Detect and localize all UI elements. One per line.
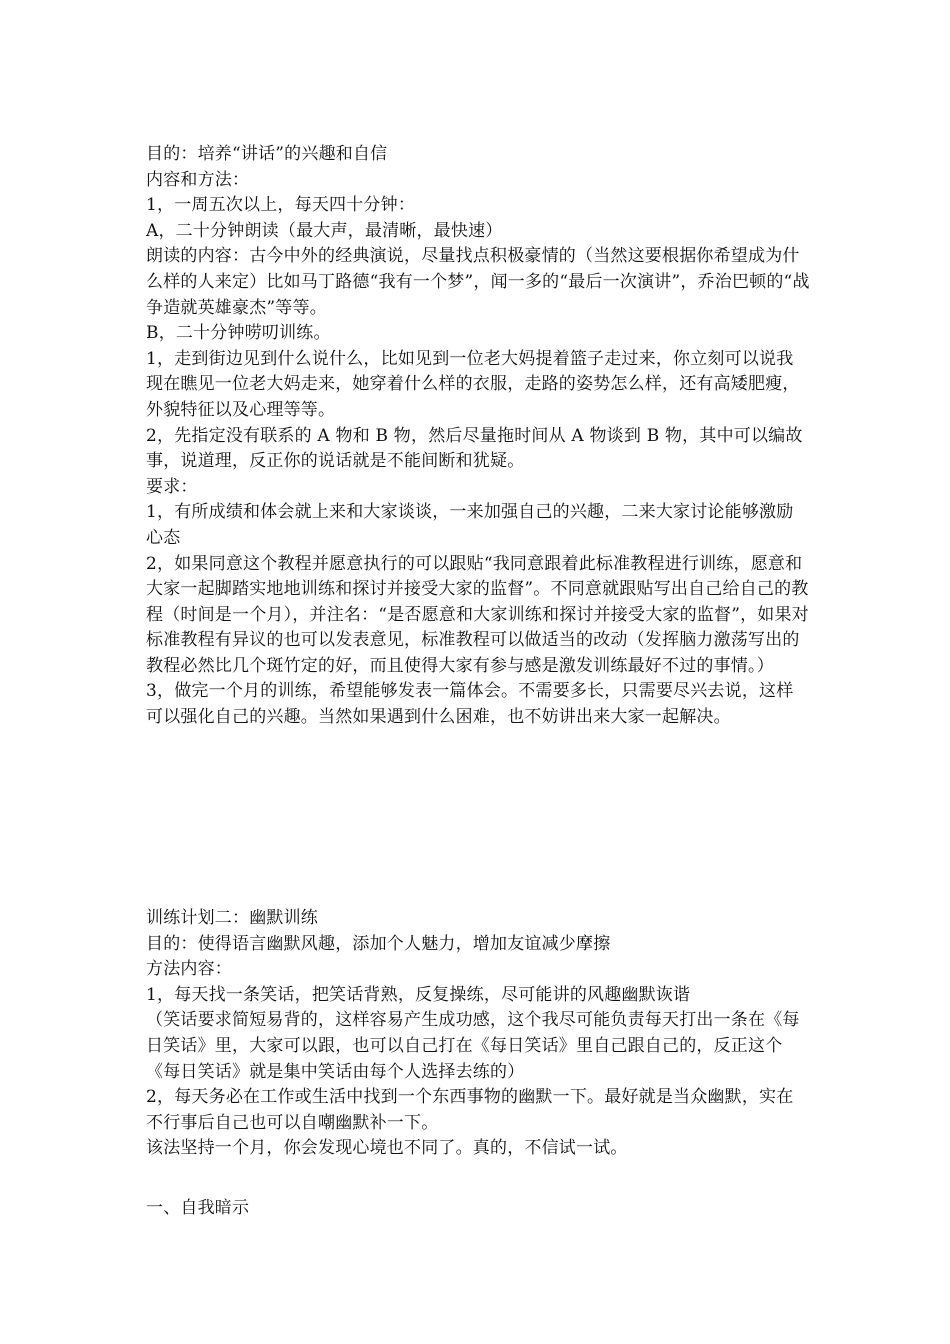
requirement-2: 2，如果同意这个教程并愿意执行的可以跟贴“我同意跟着此标准教程进行训练，愿意和大家一起脚踏实地地训练和探讨并接受大家的监督”。不同意就跟贴写出自己给自己的教程（时间是一个月），并注名：“是否愿意和大家训练和探讨并接受大家的监督”，如果对标准教程有异议的也可以发表意见，标准教程可以做适当的改动（发挥脑力激荡写出的教程必然比几个斑竹定的好，而且使得大家有参与感是激发训练最好不过的事情。） — [146, 553, 809, 676]
humor-purpose-line: 目的：使得语言幽默风趣，添加个人魅力，增加友谊减少摩擦 — [146, 933, 611, 954]
purpose-line: 目的：培养“讲话”的兴趣和自信 — [146, 144, 388, 164]
humor-conclusion: 该法坚持一个月，你会发现心境也不同了。真的，不信试一试。 — [146, 1138, 628, 1159]
reading-content-paragraph: 朗读的内容：古今中外的经典演说，尽量找点积极豪情的（当然这要根据你希望成为什么样的人来定）比如马丁路德“我有一个梦”，闻一多的“最后一次演讲”，乔治巴顿的“战争造就英雄豪杰”等等。 — [146, 246, 810, 318]
content-method-label: 内容和方法： — [146, 169, 250, 190]
requirements-label: 要求： — [146, 476, 198, 497]
section-self-suggestion — [146, 1196, 810, 1222]
humor-step-2: 2，每天务必在工作或生活中找到一个东西事物的幽默一下。最好就是当众幽默，实在不行事后自己也可以自嘲幽默补一下。 — [146, 1087, 794, 1133]
reading-item-a: A，二十分钟朗读（最大声，最清晰，最快速） — [146, 220, 503, 241]
humor-step-1: 1，每天找一条笑话，把笑话背熟，反复操练，尽可能讲的风趣幽默诙谐 — [146, 984, 691, 1005]
method-content-label: 方法内容： — [146, 959, 232, 980]
nagging-step-2: 2，先指定没有联系的 A 物和 B 物，然后尽量拖时间从 A 物谈到 B 物，其中可以编故事，说道理，反正你的说话就是不能间断和犹疑。 — [146, 425, 803, 472]
section-speaking-training — [146, 142, 810, 731]
requirement-1: 1，有所成绩和体会就上来和大家谈谈，一来加强自己的兴趣，二来大家讨论能够激励心态 — [146, 502, 794, 548]
nagging-step-1: 1，走到街边见到什么说什么，比如见到一位老大妈提着篮子走过来，你立刻可以说我现在瞧见一位老大妈走来，她穿着什么样的衣服，走路的姿势怎么样，还有高矮肥瘦，外貌特征以及心理等等。 — [146, 348, 800, 420]
section-humor-training — [146, 906, 810, 1162]
frequency-line: 1，一周五次以上，每天四十分钟： — [146, 195, 416, 216]
self-suggestion-heading: 一、自我暗示 — [146, 1198, 250, 1218]
joke-note-paragraph: （笑话要求简短易背的，这样容易产生成功感，这个我尽可能负责每天打出一条在《每日笑话》里，大家可以跟，也可以自己打在《每日笑话》里自己跟自己的，反正这个《每日笑话》就是集中笑话由每个人选择去练的） — [146, 1010, 800, 1082]
requirement-3: 3，做完一个月的训练，希望能够发表一篇体会。不需要多长，只需要尽兴去说，这样可以强化自己的兴趣。当然如果遇到什么困难，也不妨讲出来大家一起解决。 — [146, 681, 794, 728]
plan-two-title: 训练计划二：幽默训练 — [146, 908, 318, 928]
nagging-item-b: B，二十分钟唠叨训练。 — [146, 323, 331, 344]
